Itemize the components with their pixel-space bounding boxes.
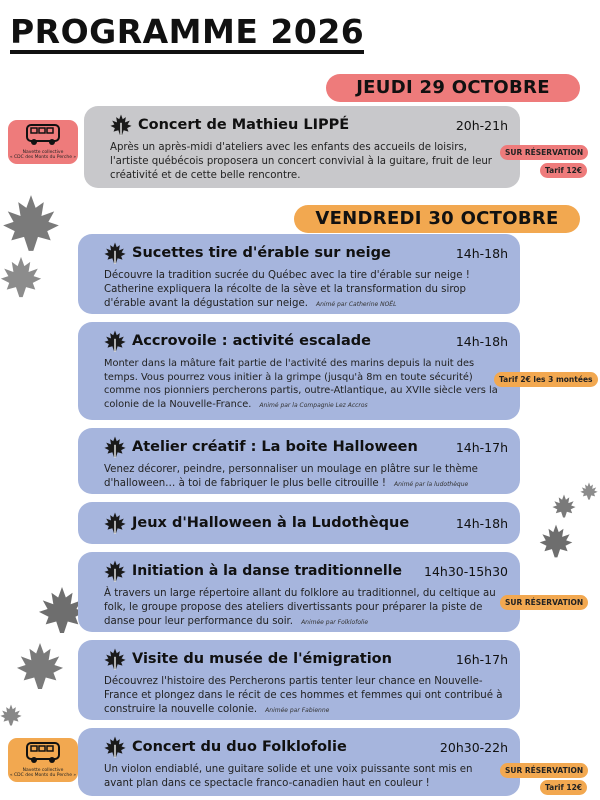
price-tag: Tarif 2€ les 3 montées — [494, 372, 598, 387]
maple-leaf-icon — [104, 648, 126, 670]
price-tag: Tarif 12€ — [540, 163, 587, 178]
maple-leaf-icon — [104, 242, 126, 264]
maple-leaf-decoration-icon — [2, 192, 60, 254]
event-description — [104, 463, 508, 492]
event-time: 20h30-22h — [439, 739, 508, 755]
maple-leaf-decoration-icon — [538, 524, 574, 558]
event-description: Après un après-midi d'ateliers avec les enfants des accueils de loisirs, l'artiste québécois proposera un concert convivial à la guitare, fruit de leur créativité et de cette belle rencontre. — [110, 142, 492, 181]
maple-leaf-decoration-icon — [16, 642, 64, 690]
event-description-text: Découvre la tradition sucrée du Québec avec la tire d'érable sur neige ! Catherine expliquera la récolte de la sève et la transformation du sirop d'érable avant la dégustation sur neige. — [104, 270, 470, 309]
bus-caption-line1: Navette collective — [22, 768, 64, 773]
maple-leaf-decoration-icon — [580, 482, 598, 500]
event-credit: Animé par Catherine NOËL — [315, 301, 397, 308]
event-title: Accrovoile : activité escalade — [132, 333, 371, 349]
event-description — [104, 269, 508, 312]
price-tag: Tarif 12€ — [540, 780, 587, 795]
event-description-text: Venez décorer, peindre, personnaliser un moulage en plâtre sur le thème d'halloween… à toi de fabriquer le plus belle citrouille ! — [104, 464, 478, 489]
event-card — [78, 728, 520, 796]
event-card — [78, 234, 520, 314]
day-banner-thursday: JEUDI 29 OCTOBRE — [326, 74, 580, 102]
reservation-tag: SUR RÉSERVATION — [500, 145, 588, 160]
event-description-text: Découvrez l'histoire des Percherons partis tenter leur chance en Nouvelle-France et plongez dans le récit de ces hommes et femmes qui ont contribué à construire la nouvelle colonie. — [104, 676, 503, 715]
event-title: Concert de Mathieu LIPPÉ — [138, 117, 350, 133]
event-credit: Animé par la Compagnie Lez Accros — [259, 401, 368, 409]
page-title: PROGRAMME 2026 — [10, 14, 364, 54]
maple-leaf-icon — [110, 114, 132, 136]
day-banner-friday: VENDREDI 30 OCTOBRE — [294, 205, 580, 233]
event-card — [78, 428, 520, 494]
event-credit: Animé par la ludothèque — [394, 481, 469, 488]
event-title: Atelier créatif : La boite Halloween — [132, 439, 418, 455]
event-card — [78, 322, 520, 420]
event-title: Initiation à la danse traditionnelle — [132, 563, 402, 579]
maple-leaf-icon — [104, 736, 126, 758]
event-description: Un violon endiablé, une guitare solide et une voix puissante sont mis en avant plan dans ce spectacle franco-canadien haut en couleur ! — [104, 764, 473, 789]
bus-caption-line1: Navette collective — [22, 150, 64, 155]
event-time: 14h-18h — [455, 515, 508, 531]
maple-leaf-decoration-icon — [0, 700, 22, 730]
event-description — [104, 587, 508, 630]
maple-leaf-icon — [104, 512, 126, 534]
event-time: 14h-18h — [455, 245, 508, 261]
event-time: 16h-17h — [455, 651, 508, 667]
event-description — [104, 357, 508, 412]
event-card — [78, 502, 520, 544]
event-time: 20h-21h — [455, 117, 508, 133]
reservation-tag: SUR RÉSERVATION — [500, 595, 588, 610]
event-credit: Animée par Folklofolie — [301, 619, 369, 626]
event-title: Concert du duo Folklofolie — [132, 739, 347, 755]
maple-leaf-icon — [104, 436, 126, 458]
event-title: Jeux d'Halloween à la Ludothèque — [132, 515, 410, 531]
event-description — [104, 675, 508, 718]
event-description-text: Monter dans la mâture fait partie de l'activité des marins depuis la nuit des temps. Vous pourrez vous initier à la grimpe (jusqu'à 8m en toute sécurité) comme nos pionniers percherons partis, outre-Atlantique, au XVIIe siècle vers la colonie de la Nouvelle-France. — [104, 358, 498, 410]
bus-caption-line2: « CDC des Monts du Perche » — [9, 773, 77, 778]
reservation-tag: SUR RÉSERVATION — [500, 763, 588, 778]
maple-leaf-icon — [104, 330, 126, 352]
event-title: Visite du musée de l'émigration — [132, 651, 392, 667]
bus-caption-line2: « CDC des Monts du Perche » — [9, 155, 77, 160]
event-time: 14h30-15h30 — [424, 563, 508, 579]
event-time: 14h-18h — [455, 333, 508, 349]
event-credit: Animée par Fabienne — [265, 707, 330, 714]
event-title: Sucettes tire d'érable sur neige — [132, 245, 391, 261]
bus-icon — [25, 741, 61, 765]
shuttle-bus-badge — [8, 738, 78, 782]
shuttle-bus-badge — [8, 120, 78, 164]
event-time: 14h-17h — [455, 439, 508, 455]
event-card — [78, 552, 520, 632]
bus-icon — [25, 123, 61, 147]
event-description-text: À travers un large répertoire allant du folklore au traditionnel, du celtique au folk, le groupe propose des ateliers divertissants pour préparer la piste de danse pour leur performance du soir. — [104, 588, 496, 627]
maple-leaf-icon — [104, 560, 126, 582]
event-card — [84, 106, 520, 188]
maple-leaf-decoration-icon — [0, 255, 42, 299]
maple-leaf-decoration-icon — [552, 494, 576, 518]
event-card — [78, 640, 520, 720]
